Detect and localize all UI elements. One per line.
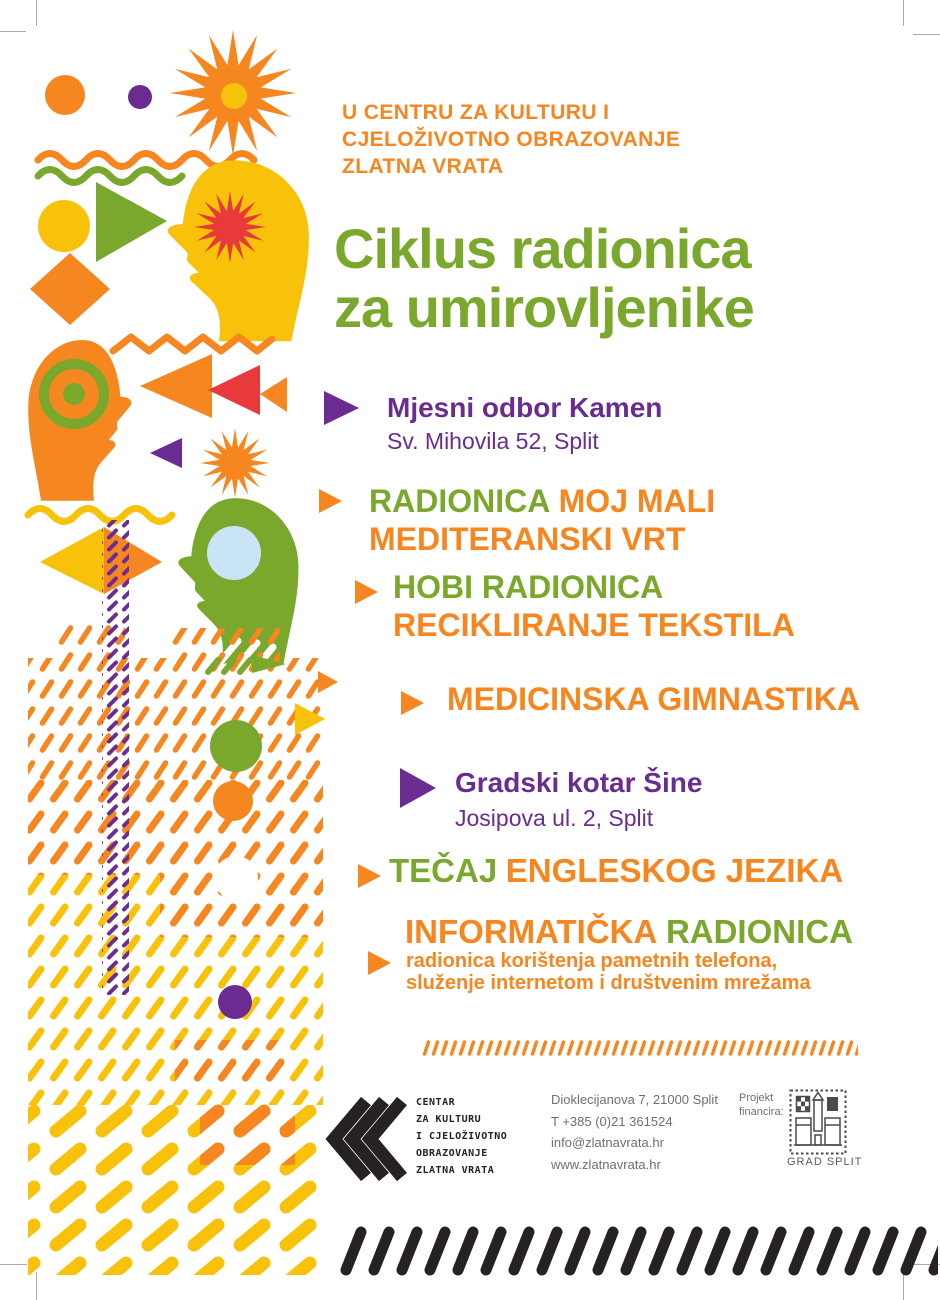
funding-label: Projekt financira: bbox=[739, 1092, 784, 1118]
venue-address: Josipova ul. 2, Split bbox=[455, 805, 654, 831]
orange-dot bbox=[45, 75, 85, 115]
workshop-label-part: INFORMATIČKA bbox=[405, 913, 658, 950]
workshop-label-part: RADIONICA bbox=[369, 483, 551, 519]
logo-line: ZA KULTURU bbox=[416, 1114, 482, 1125]
hatch-orange-sparse2 bbox=[170, 628, 280, 662]
venue-sine bbox=[455, 767, 702, 831]
workshop-label-part: RECIKLIRANJE TEKSTILA bbox=[393, 607, 795, 643]
arrow-right-icon bbox=[324, 391, 359, 425]
hatch-orange-accent1 bbox=[175, 1040, 290, 1090]
arrow-right-icon bbox=[401, 691, 424, 715]
contact-block bbox=[551, 1089, 718, 1175]
organizer-header bbox=[342, 99, 680, 180]
description-line: radionica korištenja pametnih telefona, bbox=[406, 950, 778, 972]
description-line: služenje internetom i društvenim mrežama bbox=[406, 972, 811, 994]
triangle-left-orange bbox=[140, 354, 212, 418]
contact-email: info@zlatnavrata.hr bbox=[551, 1135, 664, 1150]
contact-phone: T +385 (0)21 361524 bbox=[551, 1113, 673, 1129]
crop-mark bbox=[903, 0, 904, 26]
crop-mark bbox=[0, 31, 26, 32]
workshop-english bbox=[389, 852, 843, 890]
contact-website: www.zlatnavrata.hr bbox=[551, 1156, 661, 1172]
workshop-gym: MEDICINSKA GIMNASTIKA bbox=[447, 681, 861, 717]
arrow-right-icon bbox=[319, 489, 342, 513]
workshop-garden bbox=[369, 482, 715, 558]
workshop-label-part: ENGLESKOG JEZIKA bbox=[505, 852, 844, 889]
arrow-right-icon bbox=[358, 864, 381, 888]
hatch-orange-med bbox=[28, 780, 323, 875]
logo-line: I CJELOŽIVOTNO bbox=[416, 1131, 508, 1142]
poster-title bbox=[334, 219, 754, 337]
crop-mark bbox=[36, 0, 37, 26]
arrow-right-icon bbox=[368, 951, 391, 975]
organizer-line: ZLATNA VRATA bbox=[342, 155, 504, 178]
logo-line: CENTAR bbox=[416, 1097, 456, 1108]
arrow-right-icon bbox=[355, 580, 378, 604]
blue-dot bbox=[207, 526, 261, 580]
crop-mark bbox=[0, 1264, 27, 1265]
sunburst-small bbox=[200, 428, 270, 498]
purple-dot-small bbox=[218, 985, 252, 1019]
hatch-purple-column bbox=[102, 520, 129, 995]
sunburst-large bbox=[170, 30, 296, 156]
crop-mark bbox=[36, 1272, 37, 1300]
workshop-label-part: MOJ MALI bbox=[558, 483, 716, 519]
logo-line: OBRAZOVANJE bbox=[416, 1148, 488, 1159]
workshop-it-description bbox=[406, 950, 811, 994]
workshop-label-part: MEDITERANSKI VRT bbox=[369, 521, 686, 557]
triangle-right-orange bbox=[318, 671, 338, 693]
diamond-yellow-half bbox=[40, 527, 104, 594]
black-stripe-band bbox=[340, 1224, 938, 1278]
grad-split-stamp-icon bbox=[789, 1089, 847, 1155]
venue-name: Mjesni odbor Kamen bbox=[387, 392, 663, 423]
stamp-caption: GRAD SPLIT bbox=[787, 1156, 863, 1168]
workshop-hobby bbox=[393, 568, 795, 644]
workshop-label-part: RADIONICA bbox=[665, 913, 853, 950]
hatch-orange-accent2 bbox=[200, 1100, 295, 1165]
workshop-label-part: HOBI RADIONICA bbox=[393, 569, 664, 605]
purple-dot bbox=[128, 85, 152, 109]
orange-diamond bbox=[30, 253, 110, 325]
orange-stripe-band bbox=[422, 1038, 858, 1058]
wave-yellow bbox=[28, 509, 172, 522]
venue-address: Sv. Mihovila 52, Split bbox=[387, 428, 599, 454]
center-logo-text bbox=[416, 1094, 507, 1179]
crop-mark bbox=[913, 34, 940, 35]
green-dot bbox=[210, 720, 262, 772]
organizer-line: U CENTRU ZA KULTURU I bbox=[342, 101, 610, 124]
orange-dot-small bbox=[213, 781, 253, 821]
green-triangle bbox=[96, 182, 167, 262]
arrow-right-icon bbox=[400, 768, 436, 808]
logo-line: ZLATNA VRATA bbox=[416, 1165, 495, 1176]
venue-name: Gradski kotar Šine bbox=[455, 767, 703, 798]
organizer-line: CJELOŽIVOTNO OBRAZOVANJE bbox=[342, 128, 681, 151]
left-decoration bbox=[0, 0, 340, 1300]
venue-kamen bbox=[387, 392, 662, 454]
title-line: Ciklus radionica bbox=[334, 217, 751, 280]
workshop-label-part: TEČAJ bbox=[389, 852, 498, 889]
workshop-it bbox=[405, 913, 853, 951]
head-yellow bbox=[168, 160, 309, 341]
contact-address: Dioklecijanova 7, 21000 Split bbox=[551, 1092, 718, 1107]
triangle-left-red bbox=[208, 365, 260, 415]
wave-green bbox=[38, 170, 182, 183]
white-dot bbox=[214, 856, 258, 900]
head-orange bbox=[28, 340, 131, 501]
hatch-orange-small bbox=[28, 658, 323, 780]
starburst-red bbox=[194, 191, 266, 263]
yellow-dot bbox=[38, 200, 90, 252]
title-line: za umirovljenike bbox=[334, 276, 754, 339]
triangle-left-orange-small bbox=[260, 377, 287, 412]
triangle-left-purple bbox=[150, 438, 182, 468]
chevrons-logo-icon bbox=[320, 1092, 408, 1186]
